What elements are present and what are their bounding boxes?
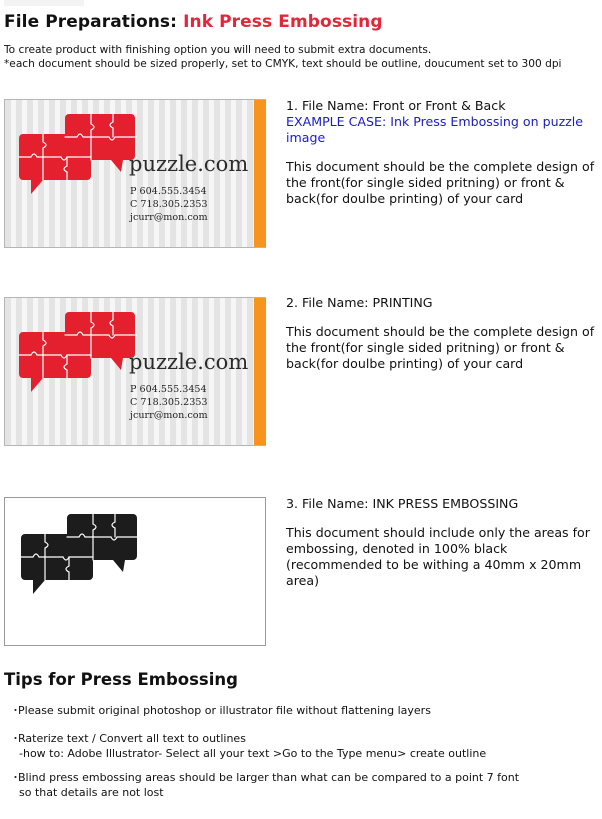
tip-item-3 <box>10 770 598 800</box>
tip-1-text: Please submit original photoshop or illustrator file without flattening layers <box>18 704 431 717</box>
card-contact-info <box>130 383 208 422</box>
page-title <box>4 12 383 32</box>
tips-title: Tips for Press Embossing <box>4 670 238 689</box>
card-brand-name: puzzle.com <box>129 350 249 374</box>
bullet-dot-icon: ・ <box>10 704 21 717</box>
step-1-detail: This document should be the complete design of the front(for single sided pritning) or front & back(for doulbe printing) of your card <box>286 159 595 206</box>
bullet-dot-icon: ・ <box>10 771 21 784</box>
tip-2-subtext: -how to: Adobe Illustrator- Select all your text >Go to the Type menu> create outline <box>19 747 487 760</box>
black-puzzle-speech-bubbles-icon <box>19 512 139 598</box>
step-1-file-name: 1. File Name: Front or Front & Back <box>286 98 506 113</box>
tip-3-text: Blind press embossing areas should be larger than what can be compared to a point 7 font <box>18 771 520 784</box>
embossing-card-preview <box>4 497 266 646</box>
card-phone-c: C 718.305.2353 <box>130 199 208 210</box>
step-2-detail: This document should be the complete design of the front(for single sided pritning) or front & back(for doulbe printing) of your card <box>286 324 595 371</box>
tip-item-1 <box>10 703 598 718</box>
title-highlight: Ink Press Embossing <box>183 12 383 32</box>
card-brand-name: puzzle.com <box>129 152 249 176</box>
step-1-description <box>286 98 600 207</box>
top-tab <box>4 0 84 6</box>
intro-line-1: To create product with finishing option you will need to submit extra documents. <box>4 44 432 56</box>
card-phone-p: P 604.555.3454 <box>130 186 207 197</box>
step-1-example-case: EXAMPLE CASE: Ink Press Embossing on puzzle image <box>286 114 584 145</box>
card-phone-c: C 718.305.2353 <box>130 397 208 408</box>
intro-text <box>4 43 600 71</box>
bullet-dot-icon: ・ <box>10 732 21 745</box>
card-contact-info <box>130 185 208 224</box>
tip-item-2 <box>10 731 598 761</box>
card-email: jcurr@mon.com <box>130 410 208 421</box>
step-2-file-name: 2. File Name: PRINTING <box>286 295 433 310</box>
printing-card-preview <box>4 297 266 446</box>
title-prefix: File Preparations: <box>4 12 184 32</box>
tip-2-text: Raterize text / Convert all text to outlines <box>18 732 246 745</box>
intro-line-2: *each document should be sized properly, set to CMYK, text should be outline, doucument set to 300 dpi <box>4 58 562 70</box>
step-3-detail: This document should include only the areas for embossing, denoted in 100% black (recommended to be withing a 40mm x 20mm area) <box>286 525 590 588</box>
red-puzzle-speech-bubbles-icon <box>17 112 137 198</box>
step-3-file-name: 3. File Name: INK PRESS EMBOSSING <box>286 496 519 511</box>
card-phone-p: P 604.555.3454 <box>130 384 207 395</box>
step-2-description <box>286 295 600 372</box>
tip-3-subtext: so that details are not lost <box>19 786 164 799</box>
step-3-description <box>286 496 600 589</box>
red-puzzle-speech-bubbles-icon <box>17 310 137 396</box>
front-design-card-preview <box>4 99 266 248</box>
card-email: jcurr@mon.com <box>130 212 208 223</box>
